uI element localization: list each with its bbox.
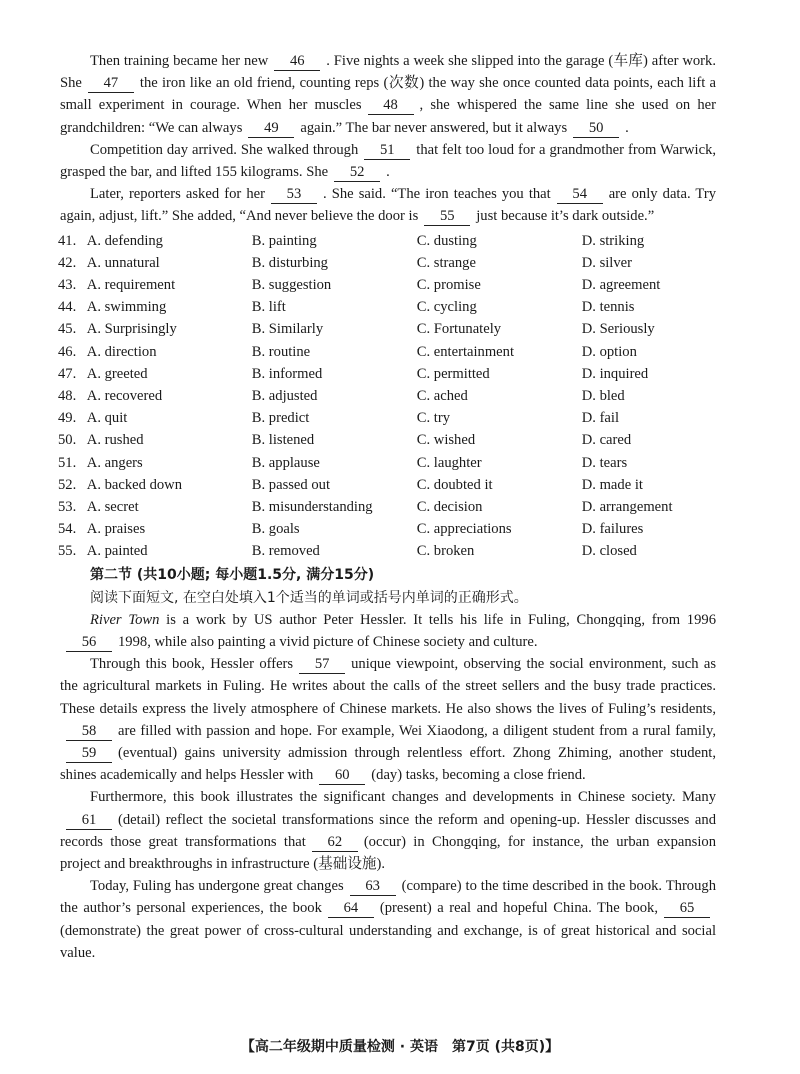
option-b[interactable]: B. adjusted <box>251 387 318 404</box>
option-b[interactable]: B. routine <box>251 343 311 360</box>
option-b[interactable]: B. Similarly <box>251 321 324 338</box>
paragraph <box>60 875 716 964</box>
option-a[interactable]: A. praises <box>86 521 146 538</box>
text-segment: 1998, while also painting a vivid picture of Chinese society and culture. <box>118 634 538 651</box>
option-a[interactable]: A. angers <box>86 454 143 471</box>
answer-blank[interactable]: 65 <box>664 900 710 918</box>
page-footer: 【高二年级期中质量检测 · 英语 第7页 (共8页)】 <box>240 1039 560 1055</box>
option-d[interactable]: D. inquired <box>581 365 649 382</box>
option-d[interactable]: D. striking <box>581 232 645 249</box>
answer-blank[interactable]: 59 <box>66 745 112 763</box>
passage-part1 <box>60 50 716 228</box>
option-b[interactable]: B. applause <box>251 454 320 471</box>
option-a[interactable]: A. painted <box>86 543 148 560</box>
answer-blank[interactable]: 48 <box>368 97 414 115</box>
paragraph <box>60 183 716 227</box>
book-title: River Town <box>90 611 160 628</box>
option-a[interactable]: A. quit <box>86 410 128 427</box>
question-number: 49. <box>58 410 77 427</box>
answer-blank[interactable]: 60 <box>319 767 365 785</box>
question-number: 52. <box>58 476 77 493</box>
question-number: 45. <box>58 321 77 338</box>
question-number: 41. <box>58 232 77 249</box>
option-row <box>58 452 716 474</box>
paragraph <box>60 653 716 786</box>
option-row <box>58 429 716 451</box>
option-c[interactable]: C. dusting <box>416 232 477 249</box>
text-segment: (demonstrate) the great power of cross-cultural understanding and exchange, is of great historical and social value. <box>60 922 716 961</box>
text-segment: unique viewpoint, observing the social environment, such as the agricultural markets in Fuling. He writes about the calls of the street sellers and the busy trade practices. These details express the lively atmosphere of Chinese markets. He also shows the lives of Fuling’s residents, <box>60 656 717 717</box>
option-d[interactable]: D. bled <box>581 387 625 404</box>
option-c[interactable]: C. try <box>416 410 450 427</box>
text-segment: Later, reporters asked for her <box>90 186 265 203</box>
text-segment: Competition day arrived. She walked through <box>90 141 359 158</box>
option-b[interactable]: B. misunderstanding <box>251 498 373 515</box>
paragraph <box>60 609 716 653</box>
option-b[interactable]: B. lift <box>251 299 286 316</box>
answer-blank[interactable]: 62 <box>312 834 358 852</box>
text-segment: Then training became her new <box>90 53 269 69</box>
option-d[interactable]: D. fail <box>581 410 620 427</box>
question-number: 44. <box>58 299 77 316</box>
section-instruction: 阅读下面短文, 在空白处填入1个适当的单词或括号内单词的正确形式。 <box>90 589 528 606</box>
text-segment: again.” The bar never answered, but it always <box>300 119 568 136</box>
option-a[interactable]: A. recovered <box>86 387 163 404</box>
question-number: 46. <box>58 343 77 360</box>
option-a[interactable]: A. rushed <box>86 432 144 449</box>
option-d[interactable]: D. agreement <box>581 277 661 293</box>
question-number: 50. <box>58 432 77 449</box>
text-segment: just because it’s dark outside.” <box>476 208 655 225</box>
option-c[interactable]: C. Fortunately <box>416 321 502 338</box>
option-c[interactable]: C. appreciations <box>416 521 512 538</box>
option-d[interactable]: D. made it <box>581 476 643 493</box>
option-b[interactable]: B. passed out <box>251 476 331 493</box>
paragraph <box>60 786 716 875</box>
option-b[interactable]: B. painting <box>251 232 317 249</box>
option-d[interactable]: D. tears <box>581 454 628 471</box>
option-c[interactable]: C. decision <box>416 498 483 515</box>
option-c[interactable]: C. laughter <box>416 454 482 471</box>
answer-blank[interactable]: 53 <box>271 186 317 204</box>
answer-blank[interactable]: 58 <box>66 723 112 741</box>
answer-blank[interactable]: 57 <box>299 656 345 674</box>
option-b[interactable]: B. removed <box>251 543 320 560</box>
text-segment: (compare) to the time described in the book. Through the author’s personal experiences, the book <box>60 878 716 917</box>
option-c[interactable]: C. doubted it <box>416 476 493 493</box>
option-row <box>58 518 716 540</box>
answer-blank[interactable]: 63 <box>350 878 396 896</box>
option-row <box>58 407 716 429</box>
option-d[interactable]: D. failures <box>581 521 644 538</box>
option-row <box>58 230 716 252</box>
text-segment: . <box>625 119 629 136</box>
option-row <box>58 296 716 318</box>
question-number: 55. <box>58 543 77 560</box>
option-d[interactable]: D. arrangement <box>581 498 673 515</box>
option-b[interactable]: B. listened <box>251 432 315 449</box>
exam-page <box>60 50 716 964</box>
option-a[interactable]: A. backed down <box>86 476 183 493</box>
option-d[interactable]: D. option <box>581 343 637 360</box>
text-segment: , she whispered the same line she used on her grandchildren: “We can always <box>60 97 717 136</box>
option-row <box>58 318 716 340</box>
paragraph <box>60 139 716 183</box>
passage-part2 <box>60 609 716 964</box>
answer-blank[interactable]: 52 <box>334 164 380 182</box>
option-row <box>58 385 716 407</box>
text-segment: Today, Fuling has undergone great changes <box>90 878 344 895</box>
option-a[interactable]: A. greeted <box>86 365 148 382</box>
option-d[interactable]: D. tennis <box>581 299 635 316</box>
option-a[interactable]: A. swimming <box>86 299 167 316</box>
option-row <box>58 496 716 518</box>
option-d[interactable]: D. silver <box>581 254 632 271</box>
option-row <box>58 474 716 496</box>
option-c[interactable]: C. broken <box>416 543 475 560</box>
text-segment: . She said. “The iron teaches you that <box>322 186 551 203</box>
question-number: 47. <box>58 365 77 382</box>
text-segment: Furthermore, this book illustrates the significant changes and developments in Chinese society. Many <box>90 789 716 806</box>
option-a[interactable]: A. Surprisingly <box>86 321 177 338</box>
option-row <box>58 540 716 562</box>
question-number: 48. <box>58 387 77 404</box>
section-heading: 第二节 (共10小题; 每小题1.5分, 满分15分) <box>90 567 375 584</box>
option-c[interactable]: C. wished <box>416 432 476 449</box>
option-row <box>58 363 716 385</box>
answer-blank[interactable]: 55 <box>424 208 470 226</box>
text-segment: the iron like an old friend, counting reps (次数) the way she once counted data points, each lift a small experiment in courage. When her muscles <box>60 75 716 114</box>
answer-blank[interactable]: 64 <box>328 900 374 918</box>
option-c[interactable]: C. permitted <box>416 365 490 382</box>
option-b[interactable]: B. disturbing <box>251 254 328 271</box>
answer-blank[interactable]: 61 <box>66 812 112 830</box>
option-a[interactable]: A. secret <box>86 498 139 515</box>
text-segment: that felt too loud for a grandmother from Warwick, grasped the bar, and lifted 155 kilograms. She <box>60 141 717 181</box>
text-segment: (eventual) gains university admission through relentless effort. Zhong Zhiming, another student, shines academically and helps Hessler with <box>60 745 716 784</box>
question-number: 53. <box>58 498 77 515</box>
option-c[interactable]: C. strange <box>416 254 476 271</box>
option-d[interactable]: D. cared <box>581 432 632 449</box>
answer-blank[interactable]: 47 <box>88 75 134 93</box>
answer-blank[interactable]: 51 <box>364 142 410 160</box>
answer-blank[interactable]: 46 <box>274 53 320 71</box>
paragraph <box>60 50 716 139</box>
text-segment: (detail) reflect the societal transformations since the reform and opening-up. Hessler discusses and records those great transformations that <box>60 811 716 850</box>
text-segment: . <box>386 164 390 181</box>
question-number: 51. <box>58 454 77 471</box>
answer-blank[interactable]: 54 <box>557 186 603 204</box>
option-c[interactable]: C. promise <box>416 277 481 293</box>
option-c[interactable]: C. ached <box>416 387 468 404</box>
option-a[interactable]: A. defending <box>86 232 163 249</box>
option-row <box>58 252 716 274</box>
option-d[interactable]: D. Seriously <box>581 321 655 338</box>
option-b[interactable]: B. suggestion <box>251 277 332 293</box>
option-a[interactable]: A. requirement <box>86 277 176 293</box>
option-c[interactable]: C. cycling <box>416 299 477 316</box>
option-row <box>58 341 716 363</box>
option-row <box>58 274 716 296</box>
answer-blank[interactable]: 49 <box>248 120 294 138</box>
question-number: 43. <box>58 277 77 293</box>
text-segment: (occur) in Chongqing, for instance, the urban expansion project and breakthroughs in infrastructure (基础设施). <box>60 833 716 873</box>
question-number: 54. <box>58 521 77 538</box>
question-number: 42. <box>58 254 77 271</box>
answer-blank[interactable]: 50 <box>573 120 619 138</box>
options-table <box>58 230 716 563</box>
answer-blank[interactable]: 56 <box>66 634 112 652</box>
option-a[interactable]: A. direction <box>86 343 157 360</box>
text-segment: are only data. Try again, adjust, lift.” She added, “And never believe the door is <box>60 186 716 225</box>
option-c[interactable]: C. entertainment <box>416 343 515 360</box>
option-d[interactable]: D. closed <box>581 543 637 560</box>
option-b[interactable]: B. goals <box>251 521 300 538</box>
option-a[interactable]: A. unnatural <box>86 254 160 271</box>
text-segment: . Five nights a week she slipped into the garage (车库) after work. She <box>60 53 716 92</box>
option-b[interactable]: B. informed <box>251 365 323 382</box>
text-segment: (present) a real and hopeful China. The book, <box>379 900 659 917</box>
option-b[interactable]: B. predict <box>251 410 310 427</box>
text-segment: is a work by US author Peter Hessler. It tells his life in Fuling, Chongqing, from 1996 <box>159 611 716 628</box>
text-segment: Through this book, Hessler offers <box>90 656 294 673</box>
text-segment: are filled with passion and hope. For example, Wei Xiaodong, a diligent student from a rural family, <box>118 722 716 739</box>
text-segment: (day) tasks, becoming a close friend. <box>371 767 586 784</box>
